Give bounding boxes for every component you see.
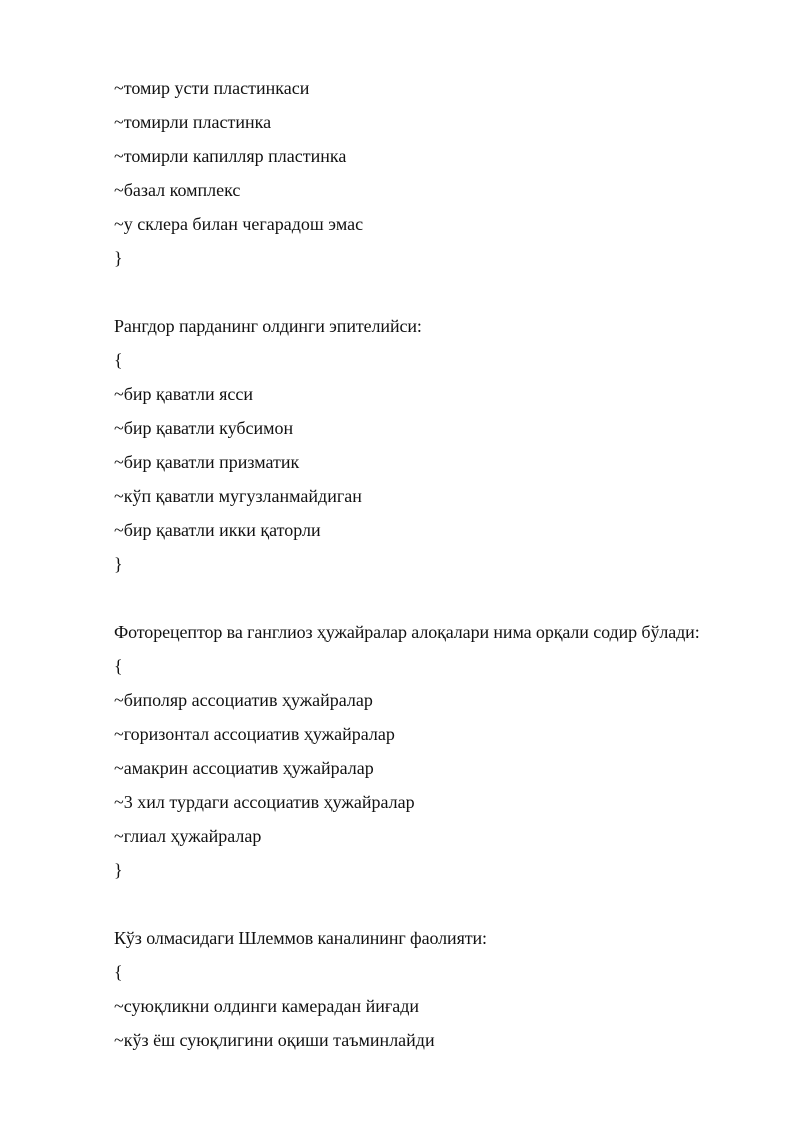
answer-option: ~кўз ёш суюқлигини оқиши таъминлайди (114, 1030, 435, 1050)
opening-brace: { (114, 962, 123, 982)
answer-option: ~бир қаватли ясси (114, 384, 253, 404)
answer-option: ~томирли пластинка (114, 112, 272, 132)
opening-brace: { (114, 656, 123, 676)
closing-brace: } (114, 248, 123, 268)
answer-option: ~глиал ҳужайралар (114, 826, 262, 846)
answer-option: ~томир усти пластинкаси (114, 78, 310, 98)
opening-brace: { (114, 350, 123, 370)
answer-option: ~бир қаватли призматик (114, 452, 300, 472)
closing-brace: } (114, 860, 123, 880)
answer-option: ~базал комплекс (114, 180, 241, 200)
answer-option: ~3 хил турдаги ассоциатив ҳужайралар (114, 792, 415, 812)
question-text: Рангдор парданинг олдинги эпителийси: (114, 316, 422, 336)
question-text: Кўз олмасидаги Шлеммов каналининг фаолияти: (114, 928, 487, 948)
blank-line (114, 887, 774, 921)
answer-option: ~бир қаватли икки қаторли (114, 520, 321, 540)
answer-option: ~у склера билан чегарадош эмас (114, 214, 364, 234)
answer-option: ~кўп қаватли мугузланмайдиган (114, 486, 362, 506)
blank-line (114, 275, 774, 309)
answer-option: ~томирли капилляр пластинка (114, 146, 347, 166)
closing-brace: } (114, 554, 123, 574)
question-text: Фоторецептор ва ганглиоз ҳужайралар алоқалари нима орқали содир бўлади: (114, 622, 700, 642)
answer-option: ~амакрин ассоциатив ҳужайралар (114, 758, 374, 778)
quiz-content (114, 71, 774, 1057)
blank-line (114, 581, 774, 615)
answer-option: ~биполяр ассоциатив ҳужайралар (114, 690, 373, 710)
answer-option: ~бир қаватли кубсимон (114, 418, 294, 438)
answer-option: ~горизонтал ассоциатив ҳужайралар (114, 724, 395, 744)
answer-option: ~суюқликни олдинги камерадан йиғади (114, 996, 420, 1016)
